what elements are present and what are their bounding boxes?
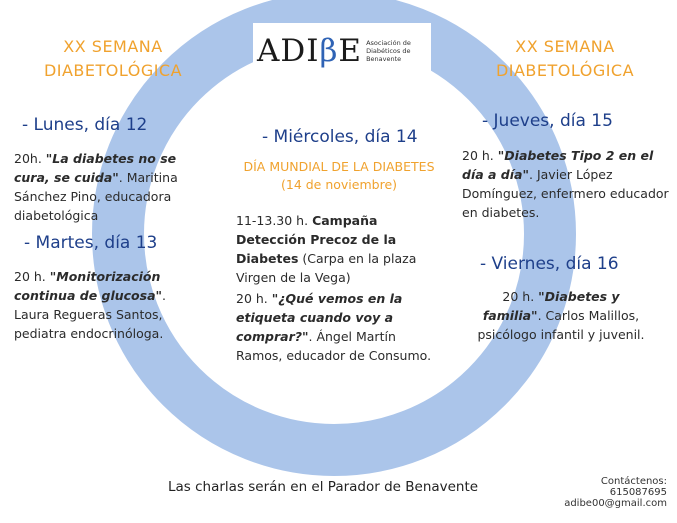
day-heading-lunes: - Lunes, día 12 <box>22 115 148 135</box>
day-text-martes: 20 h. "Monitorización continua de glucosa". Laura Regueras Santos, pediatra endocrinóloga. <box>14 269 167 341</box>
day-heading-viernes: - Viernes, día 16 <box>480 254 619 274</box>
contact-label: Contáctenos: <box>600 476 667 487</box>
contact-phone: 615087695 <box>609 487 667 498</box>
logo-subtitle: Asociación de Diabéticos de Benavente <box>366 38 411 63</box>
event-text-miercoles: 11-13.30 h. Campaña Detección Precoz de la Diabetes (Carpa en la plaza Virgen de la Vega) <box>236 213 417 285</box>
day-text-viernes: 20 h. "Diabetes y familia". Carlos Malillos, psicólogo infantil y juvenil. <box>477 289 645 342</box>
title-right: XX SEMANA DIABETOLÓGICA <box>495 37 635 80</box>
title-left: XX SEMANA DIABETOLÓGICA <box>43 37 183 80</box>
contact-block <box>564 476 667 509</box>
talk-text-miercoles: 20 h. "¿Qué vemos en la etiqueta cuando voy a comprar?". Ángel Martín Ramos, educador de Consumo. <box>236 291 432 363</box>
day-text-jueves: 20 h. "Diabetes Tipo 2 en el día a día". Javier López Domínguez, enfermero educador en diabetes. <box>462 148 669 220</box>
logo-wordmark: ADIβE <box>257 32 363 69</box>
adibe-logo <box>253 23 431 78</box>
contact-email: adibe00@gmail.com <box>564 498 667 509</box>
venue-footer: Las charlas serán en el Parador de Benavente <box>168 479 479 495</box>
day-heading-jueves: - Jueves, día 15 <box>482 111 613 131</box>
world-diabetes-day: DÍA MUNDIAL DE LA DIABETES (14 de noviembre) <box>243 159 435 192</box>
day-text-lunes: 20h. "La diabetes no se cura, se cuida". Maritina Sánchez Pino, educadora diabetológica <box>14 151 178 223</box>
day-heading-miercoles: - Miércoles, día 14 <box>262 127 418 147</box>
day-heading-martes: - Martes, día 13 <box>24 233 158 253</box>
